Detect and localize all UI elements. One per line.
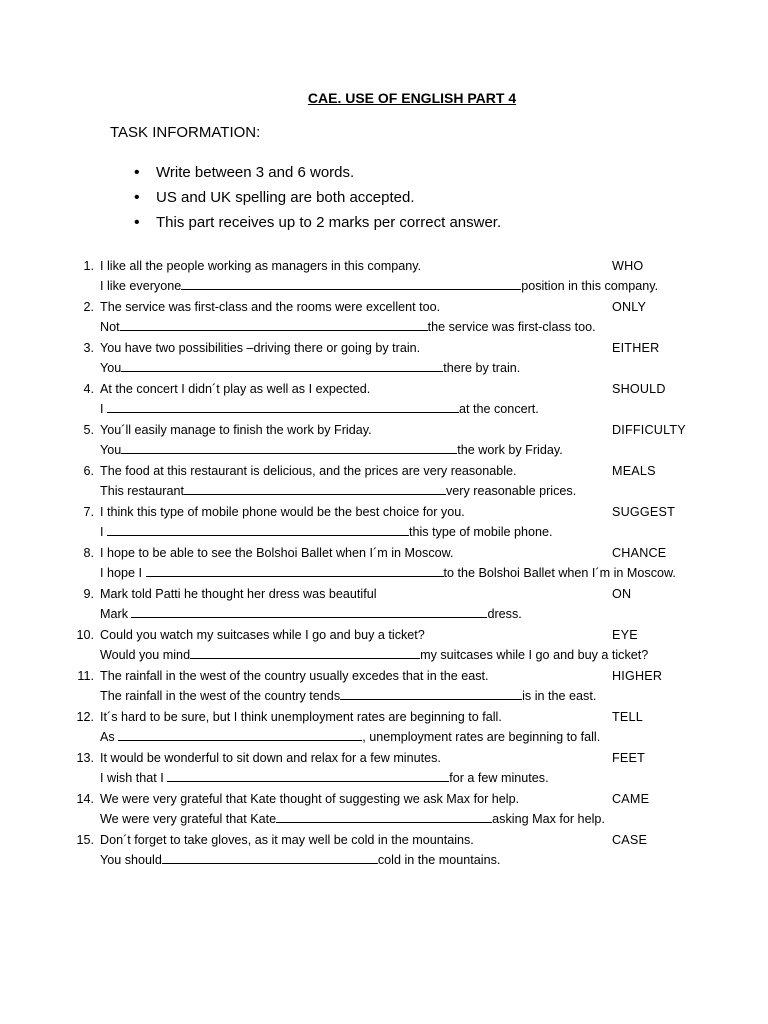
question-item [0,789,768,830]
key-word: CHANCE [612,546,667,560]
answer-gap[interactable] [190,645,420,659]
question-sentence: I think this type of mobile phone would be the best choice for you. [100,505,465,519]
question-number: 9. [83,587,94,601]
answer-gap[interactable] [184,481,446,495]
question-sentence: Could you watch my suitcases while I go and buy a ticket? [100,628,425,642]
answer-end: at the concert. [459,402,539,416]
answer-gap[interactable] [167,768,449,782]
question-item [0,543,768,584]
question-number: 10. [76,628,94,642]
answer-line [100,399,539,419]
answer-end: position in this company. [521,279,659,293]
key-word: EYE [612,628,638,642]
answer-start: The rainfall in the west of the country tends [100,689,341,703]
answer-start: I like everyone [100,279,182,293]
question-sentence: We were very grateful that Kate thought of suggesting we ask Max for help. [100,792,520,806]
question-item [0,338,768,379]
page-title: CAE. USE OF ENGLISH PART 4 [307,90,517,106]
question-item [0,379,768,420]
question-number: 4. [83,382,94,396]
question-sentence: Don´t forget to take gloves, as it may well be cold in the mountains. [100,833,474,847]
task-information-heading: TASK INFORMATION: [110,124,261,141]
question-number: 8. [83,546,94,560]
rule-item: • Write between 3 and 6 words. [134,160,501,185]
answer-end: , unemployment rates are beginning to fall. [362,730,601,744]
answer-start: You [100,443,122,457]
question-sentence: You have two possibilities –driving there or going by train. [100,341,421,355]
question-sentence: The service was first-class and the rooms were excellent too. [100,300,441,314]
answer-end: there by train. [443,361,521,375]
question-item [0,461,768,502]
answer-line [100,727,600,747]
answer-line [100,276,658,296]
answer-line [100,522,553,542]
question-sentence: At the concert I didn´t play as well as I expected. [100,382,371,396]
answer-start: Not [100,320,120,334]
key-word: SUGGEST [612,505,675,519]
question-sentence: The rainfall in the west of the country usually excedes that in the east. [100,669,489,683]
question-number: 14. [76,792,94,806]
answer-start: Mark [100,607,132,621]
key-word: CAME [612,792,650,806]
key-word: SHOULD [612,382,666,396]
answer-gap[interactable] [340,686,522,700]
answer-line [100,563,676,583]
key-word: ON [612,587,632,601]
answer-line [100,317,596,337]
answer-end: this type of mobile phone. [409,525,553,539]
answer-gap[interactable] [121,440,457,454]
answer-start: I wish that I [100,771,168,785]
answer-end: for a few minutes. [449,771,549,785]
answer-line [100,686,596,706]
key-word: TELL [612,710,643,724]
answer-end: to the Bolshoi Ballet when I´m in Moscow. [443,566,676,580]
question-number: 1. [83,259,94,273]
question-sentence: It´s hard to be sure, but I think unemployment rates are beginning to fall. [100,710,502,724]
question-item [0,748,768,789]
answer-end: dress. [487,607,522,621]
task-rules-list [134,160,501,235]
answer-gap[interactable] [107,399,459,413]
key-word: DIFFICULTY [612,423,686,437]
answer-gap[interactable] [131,604,487,618]
question-sentence: I hope to be able to see the Bolshoi Ballet when I´m in Moscow. [100,546,454,560]
question-item [0,256,768,297]
key-word: FEET [612,751,645,765]
answer-start: You should [100,853,162,867]
answer-line [100,809,605,829]
key-word: CASE [612,833,648,847]
rule-item: • This part receives up to 2 marks per correct answer. [134,210,501,235]
question-list [0,256,768,871]
answer-line [100,358,520,378]
answer-end: very reasonable prices. [446,484,577,498]
rule-item: • US and UK spelling are both accepted. [134,185,501,210]
question-item [0,584,768,625]
answer-gap[interactable] [118,727,362,741]
question-number: 5. [83,423,94,437]
answer-gap[interactable] [162,850,378,864]
question-sentence: Mark told Patti he thought her dress was beautiful [100,587,377,601]
question-number: 2. [83,300,94,314]
answer-line [100,604,522,624]
question-number: 12. [76,710,94,724]
question-number: 13. [76,751,94,765]
answer-end: the work by Friday. [457,443,563,457]
answer-start: As [100,730,119,744]
answer-start: I [100,525,107,539]
answer-start: I [100,402,107,416]
key-word: HIGHER [612,669,663,683]
answer-line [100,850,500,870]
answer-end: my suitcases while I go and buy a ticket? [420,648,649,662]
question-sentence: The food at this restaurant is delicious, and the prices are very reasonable. [100,464,517,478]
answer-start: You [100,361,122,375]
question-item [0,297,768,338]
question-number: 15. [76,833,94,847]
key-word: ONLY [612,300,647,314]
question-number: 7. [83,505,94,519]
question-sentence: You´ll easily manage to finish the work by Friday. [100,423,372,437]
question-item [0,420,768,461]
question-number: 6. [83,464,94,478]
answer-end: the service was first-class too. [427,320,596,334]
key-word: MEALS [612,464,656,478]
question-item [0,830,768,871]
answer-gap[interactable] [121,358,443,372]
answer-gap[interactable] [276,809,492,823]
answer-start: This restaurant [100,484,184,498]
answer-line [100,481,576,501]
answer-gap[interactable] [120,317,428,331]
answer-start: We were very grateful that Kate [100,812,277,826]
answer-end: cold in the mountains. [377,853,501,867]
answer-end: is in the east. [522,689,597,703]
question-item [0,502,768,543]
answer-start: Would you mind [100,648,191,662]
answer-gap[interactable] [181,276,521,290]
answer-line [100,440,563,460]
answer-line [100,645,648,665]
answer-start: I hope I [100,566,146,580]
question-sentence: It would be wonderful to sit down and relax for a few minutes. [100,751,441,765]
question-sentence: I like all the people working as managers in this company. [100,259,422,273]
answer-line [100,768,549,788]
key-word: EITHER [612,341,660,355]
question-item [0,666,768,707]
key-word: WHO [612,259,644,273]
question-item [0,707,768,748]
question-number: 3. [83,341,94,355]
answer-gap[interactable] [146,563,444,577]
question-item [0,625,768,666]
question-number: 11. [77,669,94,683]
answer-gap[interactable] [107,522,409,536]
answer-end: asking Max for help. [492,812,605,826]
